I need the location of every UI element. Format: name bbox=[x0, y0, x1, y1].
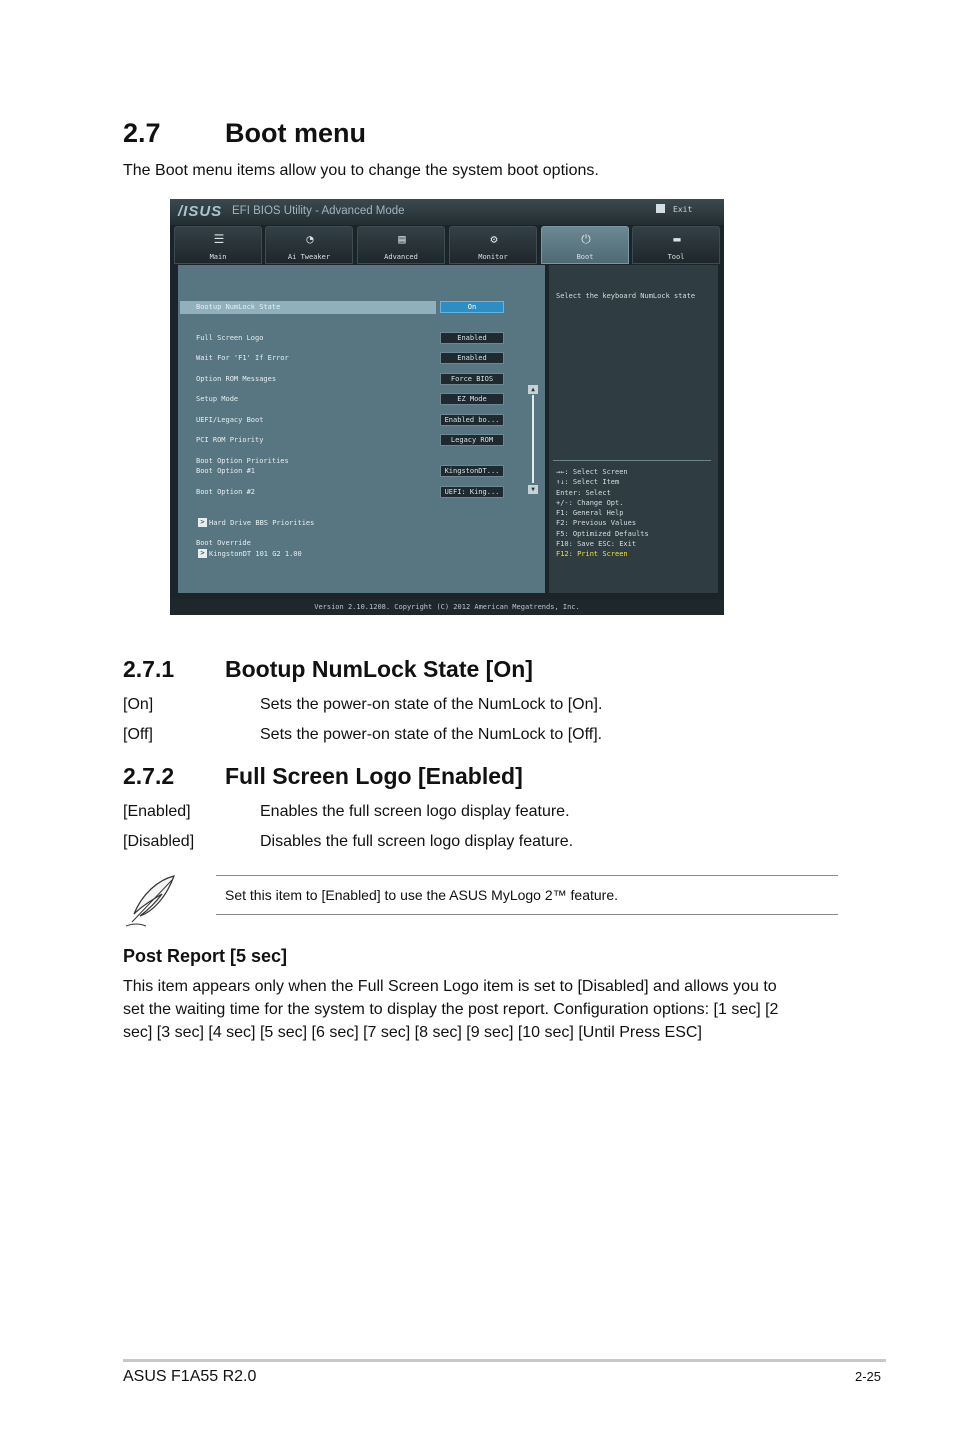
setting-value[interactable]: On bbox=[440, 301, 504, 313]
boot-override-item[interactable]: KingstonDT 101 G2 1.00 bbox=[209, 550, 302, 558]
boot-priorities-heading: Boot Option Priorities bbox=[196, 457, 289, 465]
setting-value[interactable]: Force BIOS bbox=[440, 373, 504, 385]
tab-advanced[interactable] bbox=[357, 226, 445, 264]
option-row bbox=[123, 696, 602, 714]
subsection-title bbox=[123, 763, 523, 790]
key-hint-highlight: F12: Print Screen bbox=[556, 550, 628, 559]
option-desc: Sets the power-on state of the NumLock to [On]. bbox=[260, 696, 603, 713]
bios-title: EFI BIOS Utility - Advanced Mode bbox=[232, 205, 405, 217]
key-hint: F10: Save ESC: Exit bbox=[556, 540, 637, 549]
option-row bbox=[123, 726, 602, 744]
setting-value[interactable]: Enabled bbox=[440, 352, 504, 364]
setting-label[interactable]: PCI ROM Priority bbox=[196, 436, 264, 444]
tab-label: Advanced bbox=[384, 253, 418, 261]
scroll-down-icon[interactable]: ▼ bbox=[528, 485, 538, 494]
option-key: [Disabled] bbox=[123, 833, 195, 850]
option-row bbox=[123, 833, 573, 851]
boot-override-heading: Boot Override bbox=[196, 539, 251, 547]
setting-value[interactable]: Legacy ROM bbox=[440, 434, 504, 446]
setting-label[interactable]: Option ROM Messages bbox=[196, 375, 277, 383]
section-title bbox=[123, 118, 366, 149]
option-row bbox=[123, 803, 570, 821]
setting-label[interactable]: Setup Mode bbox=[196, 395, 239, 403]
list-icon: ☰ bbox=[213, 232, 225, 246]
section-number: 2.7 bbox=[123, 118, 161, 148]
setting-label[interactable]: Boot Option #1 bbox=[196, 467, 256, 475]
tool-icon: ▬ bbox=[673, 232, 681, 246]
subsection-title-text: Bootup NumLock State [On] bbox=[225, 656, 533, 682]
post-report-title: Post Report [5 sec] bbox=[123, 946, 288, 966]
key-hint: →←: Select Screen bbox=[556, 468, 628, 476]
tab-label: Main bbox=[209, 253, 227, 261]
key-hint: F1: General Help bbox=[556, 509, 624, 518]
setting-label[interactable]: Bootup NumLock State bbox=[196, 303, 281, 311]
option-key: [On] bbox=[123, 696, 154, 713]
advanced-icon: ▤ bbox=[398, 232, 406, 246]
asus-logo: /ISUS bbox=[178, 203, 223, 220]
post-report-line: This item appears only when the Full Screen Logo item is set to [Disabled] and allows you to bbox=[123, 978, 777, 995]
post-report-line: sec] [3 sec] [4 sec] [5 sec] [6 sec] [7 sec] [8 sec] [9 sec] [10 sec] [Until Press ESC] bbox=[123, 1024, 702, 1041]
tab-label: Monitor bbox=[478, 253, 508, 261]
key-hint: Enter: Select bbox=[556, 488, 611, 497]
tab-label: Ai Tweaker bbox=[287, 253, 331, 261]
tab-label: Boot bbox=[576, 253, 594, 261]
tab-monitor[interactable] bbox=[449, 226, 537, 264]
section-title-text: Boot menu bbox=[225, 118, 366, 148]
key-hint: +/-: Change Opt. bbox=[556, 498, 624, 507]
scroll-track[interactable] bbox=[532, 395, 534, 483]
tab-tool[interactable] bbox=[632, 226, 720, 264]
key-hint: F5: Optimized Defaults bbox=[556, 529, 649, 538]
option-desc: Sets the power-on state of the NumLock to [Off]. bbox=[260, 726, 603, 743]
subsection-title bbox=[123, 656, 533, 683]
exit-label: Exit bbox=[673, 205, 693, 214]
option-desc: Disables the full screen logo display feature. bbox=[260, 833, 574, 850]
hdd-priorities-link[interactable]: Hard Drive BBS Priorities bbox=[209, 519, 315, 527]
setting-value[interactable]: Enabled bo... bbox=[440, 414, 504, 426]
help-divider bbox=[553, 460, 711, 461]
option-key: [Enabled] bbox=[123, 803, 191, 820]
setting-value[interactable]: EZ Mode bbox=[440, 393, 504, 405]
note-top-rule bbox=[216, 875, 838, 876]
exit-icon bbox=[656, 204, 665, 213]
bios-title-bar bbox=[170, 199, 724, 225]
key-hint: F2: Previous Values bbox=[556, 519, 637, 528]
setting-label[interactable]: UEFI/Legacy Boot bbox=[196, 416, 264, 424]
setting-value[interactable]: Enabled bbox=[440, 332, 504, 344]
chevron-right-icon: > bbox=[198, 549, 207, 558]
tab-boot[interactable] bbox=[541, 226, 629, 264]
key-hint: ↑↓: Select Item bbox=[556, 478, 620, 487]
subsection-number: 2.7.2 bbox=[123, 763, 175, 789]
scroll-up-icon[interactable]: ▲ bbox=[528, 385, 538, 394]
tab-main[interactable] bbox=[174, 226, 262, 264]
chevron-right-icon: > bbox=[198, 518, 207, 527]
page-number: 2-25 bbox=[855, 1369, 882, 1384]
key-legend bbox=[556, 467, 649, 560]
power-icon: ⏻ bbox=[581, 232, 591, 246]
option-key: [Off] bbox=[123, 726, 153, 743]
monitor-icon: ⚙ bbox=[490, 232, 498, 246]
subsection-title-text: Full Screen Logo [Enabled] bbox=[225, 763, 523, 789]
note-text: Set this item to [Enabled] to use the ASUS MyLogo 2™ feature. bbox=[225, 887, 618, 903]
footer-rule bbox=[123, 1359, 886, 1362]
setting-label[interactable]: Full Screen Logo bbox=[196, 334, 264, 342]
note-bottom-rule bbox=[216, 914, 838, 915]
footer-product: ASUS F1A55 R2.0 bbox=[123, 1368, 257, 1385]
tab-ai-tweaker[interactable] bbox=[265, 226, 353, 264]
exit-button[interactable] bbox=[656, 204, 704, 217]
feather-pen-icon bbox=[122, 872, 182, 932]
help-text: Select the keyboard NumLock state bbox=[556, 292, 696, 300]
post-report-line: set the waiting time for the system to display the post report. Configuration options: [1 sec] [2 bbox=[123, 1001, 779, 1018]
bios-footer: Version 2.10.1208. Copyright (C) 2012 American Megatrends, Inc. bbox=[170, 599, 724, 615]
setting-value[interactable]: UEFI: King... bbox=[440, 486, 504, 498]
setting-label[interactable]: Boot Option #2 bbox=[196, 488, 256, 496]
bios-screenshot bbox=[170, 199, 724, 615]
tweaker-icon: ◔ bbox=[306, 232, 314, 246]
section-intro: The Boot menu items allow you to change the system boot options. bbox=[123, 162, 599, 179]
scrollbar[interactable] bbox=[527, 385, 539, 495]
tab-label: Tool bbox=[667, 253, 685, 261]
setting-value[interactable]: KingstonDT... bbox=[440, 465, 504, 477]
subsection-number: 2.7.1 bbox=[123, 656, 175, 682]
setting-label[interactable]: Wait For 'F1' If Error bbox=[196, 354, 289, 362]
bios-tab-bar bbox=[174, 226, 720, 264]
option-desc: Enables the full screen logo display feature. bbox=[260, 803, 570, 820]
